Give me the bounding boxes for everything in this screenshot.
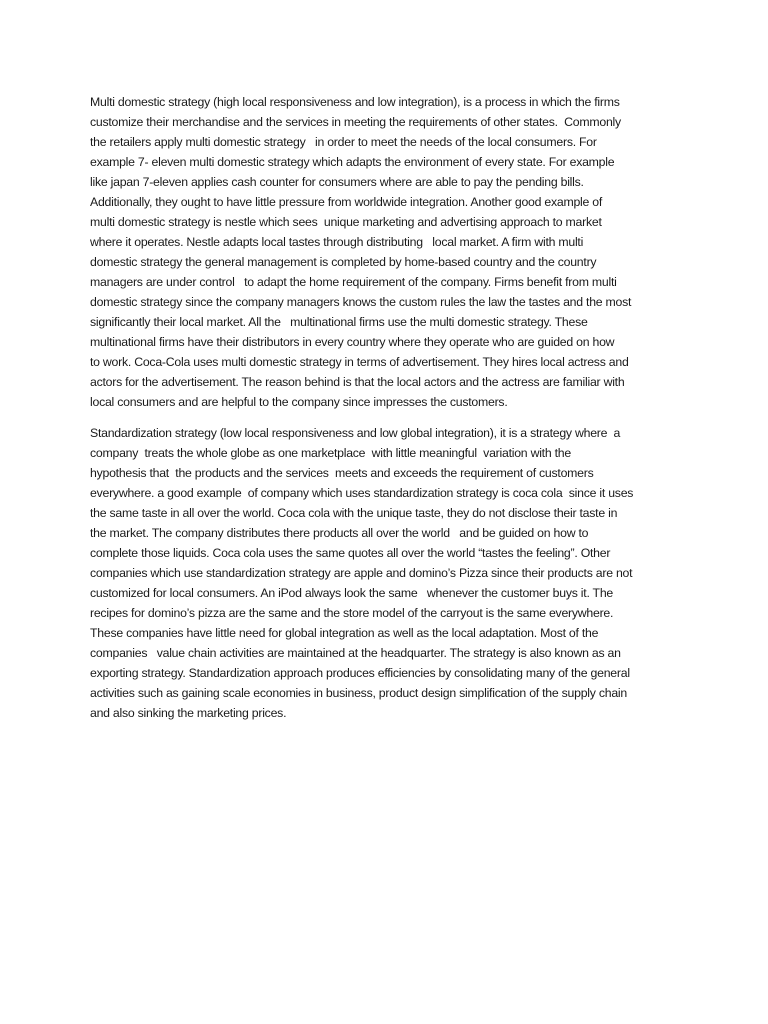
- text-line: domestic strategy the general management is completed by home-based country and the country: [90, 255, 597, 269]
- text-line: companies value chain activities are maintained at the headquarter. The strategy is also known as an: [90, 646, 621, 660]
- paragraph-standardization-strategy: [90, 423, 678, 723]
- text-line: where it operates. Nestle adapts local tastes through distributing local market. A firm with multi: [90, 235, 584, 249]
- text-line: and also sinking the marketing prices.: [90, 706, 287, 720]
- text-line: the same taste in all over the world. Coca cola with the unique taste, they do not disclose their taste in: [90, 506, 618, 520]
- paragraph-multi-domestic-strategy: [90, 92, 678, 412]
- text-line: customize their merchandise and the services in meeting the requirements of other states. Commonly: [90, 115, 621, 129]
- text-line: domestic strategy since the company managers knows the custom rules the law the tastes and the most: [90, 295, 632, 309]
- text-line: example 7- eleven multi domestic strategy which adapts the environment of every state. For example: [90, 155, 615, 169]
- text-line: managers are under control to adapt the home requirement of the company. Firms benefit from multi: [90, 275, 617, 289]
- text-line: companies which use standardization strategy are apple and domino’s Pizza since their products are not: [90, 566, 633, 580]
- text-line: to work. Coca-Cola uses multi domestic strategy in terms of advertisement. They hires local actress and: [90, 355, 629, 369]
- text-line: actors for the advertisement. The reason behind is that the local actors and the actress are familiar with: [90, 375, 625, 389]
- text-line: everywhere. a good example of company which uses standardization strategy is coca cola since it uses: [90, 486, 634, 500]
- text-line: customized for local consumers. An iPod always look the same whenever the customer buys it. The: [90, 586, 613, 600]
- text-line: multi domestic strategy is nestle which sees unique marketing and advertising approach to market: [90, 215, 602, 229]
- text-line: local consumers and are helpful to the company since impresses the customers.: [90, 395, 508, 409]
- text-line: Additionally, they ought to have little pressure from worldwide integration. Another good example of: [90, 195, 603, 209]
- text-line: recipes for domino’s pizza are the same and the store model of the carryout is the same everywhere.: [90, 606, 614, 620]
- text-line: activities such as gaining scale economies in business, product design simplification of the supply chain: [90, 686, 627, 700]
- text-line: the market. The company distributes there products all over the world and be guided on how to: [90, 526, 589, 540]
- text-line: hypothesis that the products and the services meets and exceeds the requirement of customers: [90, 466, 594, 480]
- text-line: the retailers apply multi domestic strategy in order to meet the needs of the local consumers. For: [90, 135, 597, 149]
- text-line: significantly their local market. All the multinational firms use the multi domestic strategy. These: [90, 315, 588, 329]
- text-line: company treats the whole globe as one marketplace with little meaningful variation with the: [90, 446, 571, 460]
- text-line: exporting strategy. Standardization approach produces efficiencies by consolidating many of the general: [90, 666, 630, 680]
- text-line: complete those liquids. Coca cola uses the same quotes all over the world “tastes the feeling”. Other: [90, 546, 611, 560]
- text-line: multinational firms have their distributors in every country where they operate who are guided on how: [90, 335, 615, 349]
- text-line: like japan 7-eleven applies cash counter for consumers where are able to pay the pending bills.: [90, 175, 584, 189]
- text-line: These companies have little need for global integration as well as the local adaptation. Most of the: [90, 626, 599, 640]
- text-line: Standardization strategy (low local responsiveness and low global integration), it is a strategy where a: [90, 426, 621, 440]
- document-body: [90, 92, 678, 734]
- text-line: Multi domestic strategy (high local responsiveness and low integration), is a process in which the firms: [90, 95, 620, 109]
